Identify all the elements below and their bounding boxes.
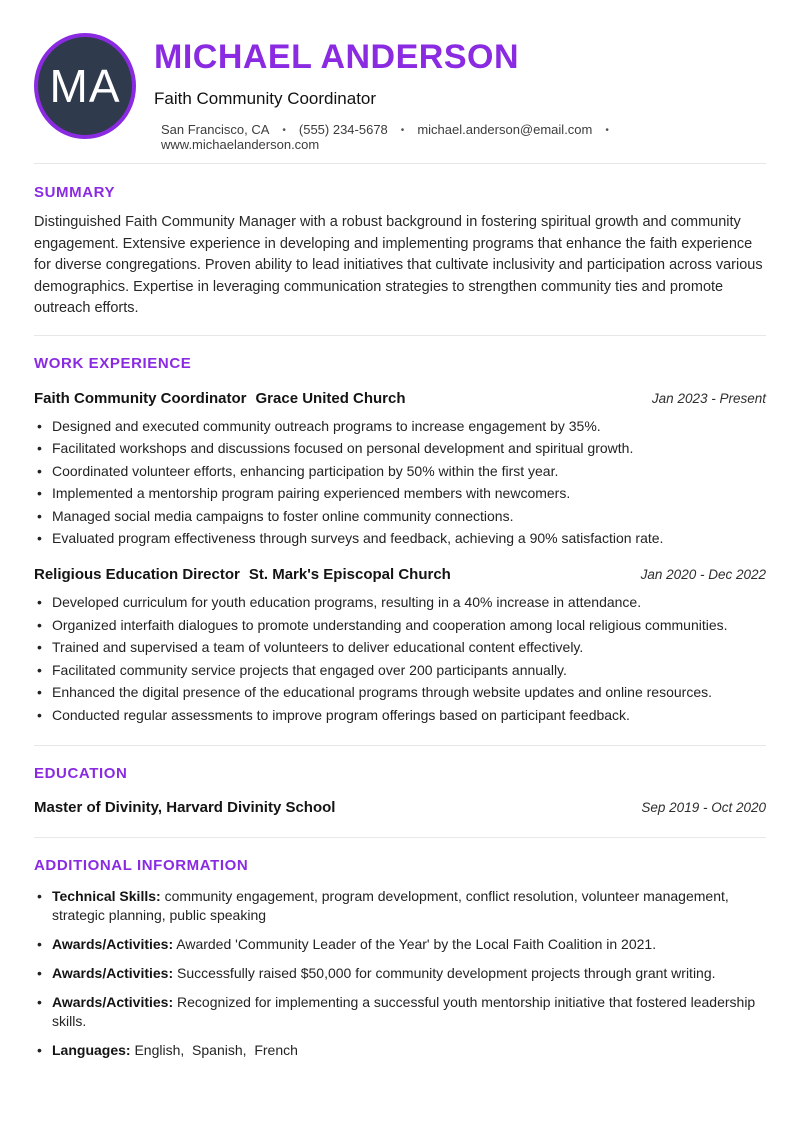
additional-info-text: community engagement, program development, conflict resolution, volunteer management, strategic planning, public speaking bbox=[52, 887, 733, 923]
additional-info-item bbox=[34, 964, 766, 983]
job-bullet: • Designed and executed community outreach programs to increase engagement by 35%. bbox=[34, 418, 766, 435]
job-bullet: • Trained and supervised a team of volunteers to deliver educational content effectively. bbox=[34, 639, 766, 656]
additional-info-item bbox=[34, 993, 766, 1031]
job-title: Religious Education Director bbox=[34, 566, 240, 584]
job-title-company bbox=[34, 566, 451, 584]
contact-line bbox=[161, 122, 766, 152]
additional-info-label: Technical Skills: bbox=[52, 887, 161, 904]
job-bullet: • Evaluated program effectiveness through surveys and feedback, achieving a 90% satisfaction rate. bbox=[34, 530, 766, 547]
candidate-title: Faith Community Coordinator bbox=[154, 89, 377, 109]
job-bullet: • Coordinated volunteer efforts, enhancing participation by 50% within the first year. bbox=[34, 463, 766, 480]
job-dates: Jan 2023 - Present bbox=[651, 390, 766, 406]
additional-info-item bbox=[34, 1041, 766, 1060]
avatar bbox=[34, 33, 136, 139]
contact-phone: (555) 234-5678 bbox=[298, 122, 388, 138]
additional-info-list bbox=[34, 887, 766, 1060]
job-bullet: • Implemented a mentorship program pairing experienced members with newcomers. bbox=[34, 485, 766, 502]
contact-separator: • bbox=[282, 125, 286, 137]
resume-header bbox=[0, 0, 800, 152]
avatar-initials: MA bbox=[49, 60, 121, 112]
additional-info-text: Successfully raised $50,000 for community development projects through grant writing. bbox=[177, 964, 716, 981]
job-bullet-list bbox=[34, 418, 766, 548]
contact-email: michael.anderson@email.com bbox=[417, 122, 593, 138]
contact-website: www.michaelanderson.com bbox=[161, 137, 320, 153]
job-bullet: • Managed social media campaigns to foster online community connections. bbox=[34, 508, 766, 525]
education-dates: Sep 2019 - Oct 2020 bbox=[641, 799, 766, 815]
job-bullet: • Facilitated community service projects that engaged over 200 participants annually. bbox=[34, 662, 766, 679]
additional-info-text: Awarded 'Community Leader of the Year' by the Local Faith Coalition in 2021. bbox=[176, 935, 657, 952]
additional-information-section bbox=[0, 838, 800, 1060]
education-section bbox=[0, 746, 800, 816]
summary-text: Distinguished Faith Community Manager with a robust background in fostering spiritual growth and community engagement. Extensive experience in developing and implementing programs that enhance the faith experience for diverse congregations. Proven ability to lead initiatives that cultivate inclusivity and participation across various demographics. Expertise in leveraging communication strategies to strengthen community ties and promote outreach efforts. bbox=[34, 214, 763, 317]
additional-info-text: Recognized for implementing a successful youth mentorship initiative that fostered leadership skills. bbox=[52, 993, 760, 1029]
education-degree: Master of Divinity, Harvard Divinity School bbox=[34, 798, 336, 816]
additional-info-label: Awards/Activities: bbox=[52, 935, 174, 952]
additional-info-text: English, Spanish, French bbox=[134, 1041, 298, 1058]
summary-heading: SUMMARY bbox=[34, 184, 116, 202]
work-experience-heading: WORK EXPERIENCE bbox=[34, 354, 192, 372]
education-heading: EDUCATION bbox=[34, 764, 128, 782]
additional-info-label: Awards/Activities: bbox=[52, 993, 174, 1010]
job-bullet: • Conducted regular assessments to improve program offerings based on participant feedback. bbox=[34, 707, 766, 724]
job-bullet: • Enhanced the digital presence of the educational programs through website updates and online resources. bbox=[34, 684, 766, 701]
summary-section bbox=[0, 164, 800, 320]
contact-separator: • bbox=[400, 125, 405, 137]
job-title-company bbox=[34, 390, 406, 408]
contact-location: San Francisco, CA bbox=[161, 122, 270, 138]
additional-info-label: Awards/Activities: bbox=[52, 964, 174, 981]
job-bullet-list bbox=[34, 594, 766, 724]
additional-info-item bbox=[34, 935, 766, 954]
job-company: St. Mark's Episcopal Church bbox=[248, 566, 451, 584]
job-company: Grace United Church bbox=[255, 389, 406, 407]
contact-separator: • bbox=[605, 125, 609, 137]
job-dates: Jan 2020 - Dec 2022 bbox=[640, 567, 766, 583]
candidate-name: MICHAEL ANDERSON bbox=[154, 38, 520, 76]
education-entry-row bbox=[34, 799, 766, 816]
job-header-row bbox=[34, 390, 766, 408]
additional-information-heading: ADDITIONAL INFORMATION bbox=[34, 856, 249, 874]
work-experience-section bbox=[0, 336, 800, 724]
job-bullet: • Facilitated workshops and discussions focused on personal development and spiritual growth. bbox=[34, 440, 766, 457]
additional-info-item bbox=[34, 887, 766, 925]
job-bullet: • Organized interfaith dialogues to promote understanding and cooperation among local religious communities. bbox=[34, 617, 766, 634]
job-title: Faith Community Coordinator bbox=[34, 389, 247, 407]
header-text bbox=[136, 33, 766, 152]
job-header-row bbox=[34, 566, 766, 584]
job-bullet: • Developed curriculum for youth education programs, resulting in a 40% increase in attendance. bbox=[34, 594, 766, 611]
additional-info-label: Languages: bbox=[52, 1041, 131, 1058]
